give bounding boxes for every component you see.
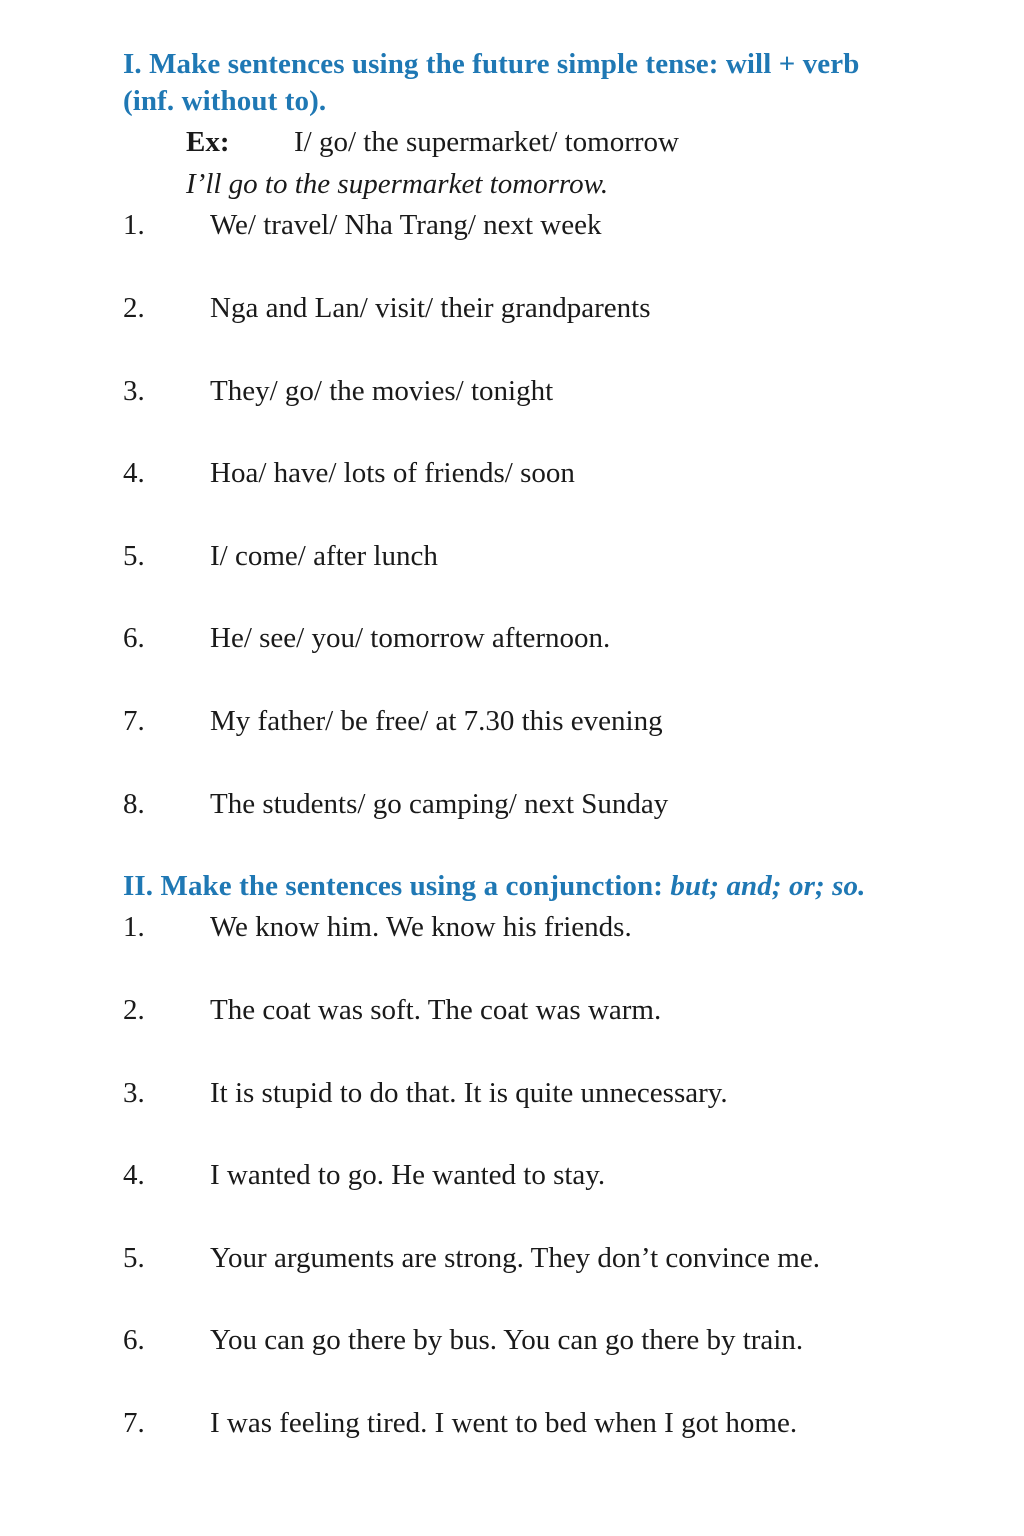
section2-item <box>123 1240 820 1276</box>
section2-heading <box>123 868 865 904</box>
item-text: You can go there by bus. You can go there by train. <box>210 1324 804 1356</box>
item-number: 7. <box>123 1407 145 1439</box>
item-text: Your arguments are strong. They don’t convince me. <box>210 1242 820 1274</box>
section1-item <box>123 538 438 574</box>
section2-item <box>123 1075 728 1111</box>
item-number: 2. <box>123 292 145 324</box>
item-text: The coat was soft. The coat was warm. <box>210 994 662 1026</box>
item-text: It is stupid to do that. It is quite unnecessary. <box>210 1077 728 1109</box>
item-text: Nga and Lan/ visit/ their grandparents <box>210 292 651 324</box>
section1-item <box>123 620 610 656</box>
item-text: I wanted to go. He wanted to stay. <box>210 1159 606 1191</box>
item-text: We know him. We know his friends. <box>210 911 632 943</box>
item-number: 4. <box>123 457 145 489</box>
item-number: 3. <box>123 1077 145 1109</box>
section1-heading-line2: (inf. without to). <box>123 85 327 117</box>
item-text: I was feeling tired. I went to bed when I got home. <box>210 1407 798 1439</box>
section2-heading-main: II. Make the sentences using a conjunction: <box>123 870 671 902</box>
item-text: My father/ be free/ at 7.30 this evening <box>210 705 663 737</box>
item-number: 6. <box>123 1324 145 1356</box>
item-text: The students/ go camping/ next Sunday <box>210 788 669 820</box>
example-prompt: I/ go/ the supermarket/ tomorrow <box>294 126 679 158</box>
section1-item <box>123 207 602 243</box>
section1-heading-line1: I. Make sentences using the future simple tense: will + verb <box>123 48 860 80</box>
item-number: 5. <box>123 540 145 572</box>
item-number: 4. <box>123 1159 145 1191</box>
section1-item <box>123 786 668 822</box>
section2-item <box>123 1157 605 1193</box>
item-number: 7. <box>123 705 145 737</box>
section2-item <box>123 1322 803 1358</box>
item-number: 1. <box>123 209 145 241</box>
example-answer: I’ll go to the supermarket tomorrow. <box>186 168 609 200</box>
item-number: 2. <box>123 994 145 1026</box>
section1-item <box>123 373 553 409</box>
example-row <box>186 124 679 160</box>
item-text: They/ go/ the movies/ tonight <box>210 375 554 407</box>
section1-item <box>123 703 663 739</box>
item-number: 6. <box>123 622 145 654</box>
section2-item <box>123 1405 797 1441</box>
item-number: 1. <box>123 911 145 943</box>
example-label: Ex: <box>186 126 230 158</box>
item-number: 5. <box>123 1242 145 1274</box>
item-text: Hoa/ have/ lots of friends/ soon <box>210 457 575 489</box>
item-number: 8. <box>123 788 145 820</box>
item-text: We/ travel/ Nha Trang/ next week <box>210 209 602 241</box>
section2-item <box>123 992 661 1028</box>
item-number: 3. <box>123 375 145 407</box>
item-text: I/ come/ after lunch <box>210 540 438 572</box>
section2-heading-conjunctions: but; and; or; so. <box>670 870 866 902</box>
item-text: He/ see/ you/ tomorrow afternoon. <box>210 622 611 654</box>
section1-item <box>123 290 651 326</box>
section1-item <box>123 455 575 491</box>
section2-item <box>123 909 632 945</box>
